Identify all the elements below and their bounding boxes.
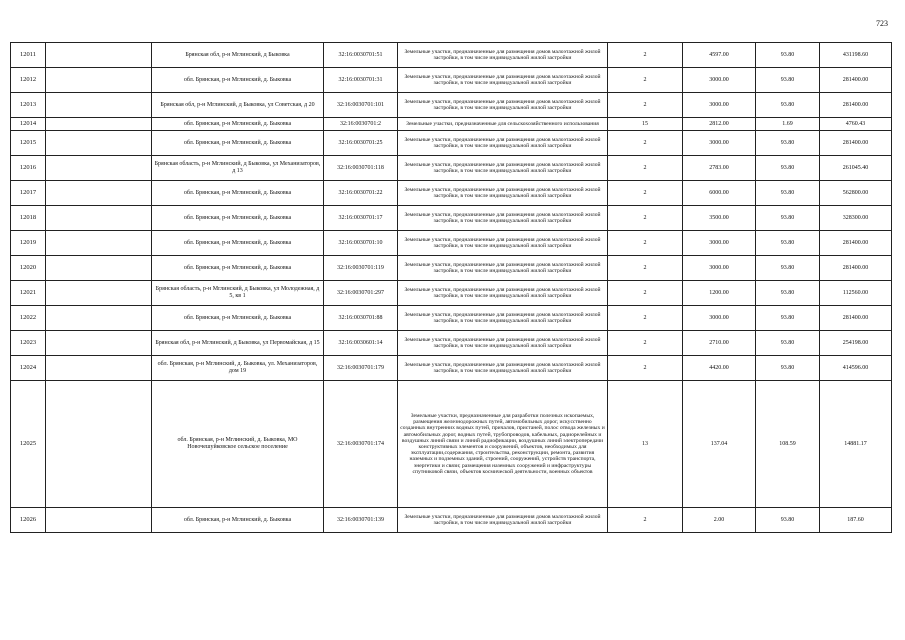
cadastral-number-cell: 32:16:0030701:139	[324, 508, 398, 533]
row-id-cell: 12019	[11, 231, 46, 256]
table-row	[11, 306, 892, 331]
cadastral-value-cell: 4760.43	[820, 118, 892, 131]
address-cell: обл. Брянская, р-н Мглинский, д. Быковка, ул. Механизаторов, дом 19	[152, 356, 324, 381]
cadastral-value-cell: 281400.00	[820, 231, 892, 256]
rate-cell: 93.80	[756, 68, 820, 93]
rate-cell: 93.80	[756, 93, 820, 118]
rate-cell: 93.80	[756, 331, 820, 356]
empty-cell	[46, 181, 152, 206]
rate-cell: 93.80	[756, 156, 820, 181]
cadastral-number-cell: 32:16:0030701:119	[324, 256, 398, 281]
area-cell: 3000.00	[683, 68, 756, 93]
cadastral-number-cell: 32:16:0030701:10	[324, 231, 398, 256]
group-cell: 13	[608, 381, 683, 508]
cadastral-number-cell: 32:16:0030701:88	[324, 306, 398, 331]
empty-cell	[46, 43, 152, 68]
cadastral-value-cell: 414596.00	[820, 356, 892, 381]
land-purpose-cell: Земельные участки, предназначенные для размещения домов малоэтажной жилой застройки, в том числе индивидуальной жилой застройки	[398, 156, 608, 181]
row-id-cell: 12025	[11, 381, 46, 508]
land-purpose-cell: Земельные участки, предназначенные для размещения домов малоэтажной жилой застройки, в том числе индивидуальной жилой застройки	[398, 181, 608, 206]
group-cell: 2	[608, 356, 683, 381]
empty-cell	[46, 381, 152, 508]
empty-cell	[46, 156, 152, 181]
table-row	[11, 93, 892, 118]
empty-cell	[46, 508, 152, 533]
rate-cell: 93.80	[756, 181, 820, 206]
table-row	[11, 356, 892, 381]
area-cell: 3000.00	[683, 131, 756, 156]
table-row	[11, 331, 892, 356]
area-cell: 3000.00	[683, 306, 756, 331]
row-id-cell: 12021	[11, 281, 46, 306]
address-cell: обл. Брянская, р-н Мглинский, д. Быковка	[152, 206, 324, 231]
cadastral-number-cell: 32:16:0030601:14	[324, 331, 398, 356]
row-id-cell: 12026	[11, 508, 46, 533]
address-cell: Брянская обл, р-н Мглинский, д Быковка	[152, 43, 324, 68]
group-cell: 2	[608, 68, 683, 93]
row-id-cell: 12018	[11, 206, 46, 231]
area-cell: 2812.00	[683, 118, 756, 131]
cadastral-value-cell: 281400.00	[820, 93, 892, 118]
area-cell: 3000.00	[683, 231, 756, 256]
rate-cell: 93.80	[756, 281, 820, 306]
empty-cell	[46, 356, 152, 381]
group-cell: 2	[608, 206, 683, 231]
area-cell: 1200.00	[683, 281, 756, 306]
land-purpose-cell: Земельные участки, предназначенные для размещения домов малоэтажной жилой застройки, в том числе индивидуальной жилой застройки	[398, 231, 608, 256]
rate-cell: 93.80	[756, 131, 820, 156]
empty-cell	[46, 231, 152, 256]
rate-cell: 93.80	[756, 508, 820, 533]
rate-cell: 1.69	[756, 118, 820, 131]
empty-cell	[46, 118, 152, 131]
group-cell: 2	[608, 93, 683, 118]
land-purpose-cell: Земельные участки, предназначенные для сельскохозяйственного использования	[398, 118, 608, 131]
area-cell: 2783.00	[683, 156, 756, 181]
cadastral-number-cell: 32:16:0030701:22	[324, 181, 398, 206]
rate-cell: 93.80	[756, 43, 820, 68]
address-cell: обл. Брянская, р-н Мглинский, д. Быковка	[152, 231, 324, 256]
address-cell: обл. Брянская, р-н Мглинский, д. Быковка	[152, 256, 324, 281]
empty-cell	[46, 256, 152, 281]
row-id-cell: 12017	[11, 181, 46, 206]
cadastral-value-cell: 328300.00	[820, 206, 892, 231]
area-cell: 3000.00	[683, 93, 756, 118]
empty-cell	[46, 331, 152, 356]
table-row	[11, 131, 892, 156]
land-purpose-cell: Земельные участки, предназначенные для размещения домов малоэтажной жилой застройки, в том числе индивидуальной жилой застройки	[398, 331, 608, 356]
row-id-cell: 12024	[11, 356, 46, 381]
rate-cell: 93.80	[756, 231, 820, 256]
cadastral-number-cell: 32:16:0030701:51	[324, 43, 398, 68]
area-cell: 4597.00	[683, 43, 756, 68]
row-id-cell: 12020	[11, 256, 46, 281]
cadastral-value-cell: 281400.00	[820, 306, 892, 331]
rate-cell: 108.59	[756, 381, 820, 508]
rate-cell: 93.80	[756, 206, 820, 231]
area-cell: 3500.00	[683, 206, 756, 231]
empty-cell	[46, 68, 152, 93]
address-cell: обл. Брянская, р-н Мглинский, д. Быковка	[152, 508, 324, 533]
group-cell: 2	[608, 181, 683, 206]
table-row	[11, 256, 892, 281]
land-registry-table	[10, 42, 892, 533]
cadastral-value-cell: 14881.17	[820, 381, 892, 508]
cadastral-value-cell: 254198.00	[820, 331, 892, 356]
cadastral-number-cell: 32:16:0030701:174	[324, 381, 398, 508]
group-cell: 2	[608, 508, 683, 533]
area-cell: 2710.00	[683, 331, 756, 356]
table-row	[11, 281, 892, 306]
table-row	[11, 381, 892, 508]
table-row	[11, 118, 892, 131]
cadastral-number-cell: 32:16:0030701:101	[324, 93, 398, 118]
cadastral-number-cell: 32:16:0030701:25	[324, 131, 398, 156]
land-purpose-cell: Земельные участки, предназначенные для размещения домов малоэтажной жилой застройки, в том числе индивидуальной жилой застройки	[398, 43, 608, 68]
land-purpose-cell: Земельные участки, предназначенные для разработки полезных ископаемых, размещения железнодорожных путей, автомобильных дорог, искусственно созданных внутренних водных путей, причалов, пристаней, полос отвода железных и автомобильных дорог, водных путей, трубопроводов, кабельных, радиорелейных и воздушных линий связи и линий радиофикации, воздушных линий электропередачи конструктивных элементов и сооружений, объектов, необходимых для эксплуатации,содержания, строительства, реконструкции, ремонта, развития наземных и подземных зданий, строений, сооружений, устройств транспорта, энергетики и связи; размещения наземных сооружений и инфраструктуры спутниковой связи, объектов космической деятельности, военных объектов	[398, 381, 608, 508]
cadastral-number-cell: 32:16:0030701:118	[324, 156, 398, 181]
cadastral-number-cell: 32:16:0030701:2	[324, 118, 398, 131]
land-purpose-cell: Земельные участки, предназначенные для размещения домов малоэтажной жилой застройки, в том числе индивидуальной жилой застройки	[398, 131, 608, 156]
area-cell: 2.00	[683, 508, 756, 533]
address-cell: обл. Брянская, р-н Мглинский, д. Быковка	[152, 68, 324, 93]
cadastral-number-cell: 32:16:0030701:31	[324, 68, 398, 93]
row-id-cell: 12014	[11, 118, 46, 131]
land-purpose-cell: Земельные участки, предназначенные для размещения домов малоэтажной жилой застройки, в том числе индивидуальной жилой застройки	[398, 281, 608, 306]
table-row	[11, 68, 892, 93]
empty-cell	[46, 281, 152, 306]
address-cell: обл. Брянская, р-н Мглинский, д. Быковка	[152, 131, 324, 156]
row-id-cell: 12022	[11, 306, 46, 331]
rate-cell: 93.80	[756, 356, 820, 381]
cadastral-value-cell: 187.60	[820, 508, 892, 533]
group-cell: 15	[608, 118, 683, 131]
row-id-cell: 12016	[11, 156, 46, 181]
area-cell: 6000.00	[683, 181, 756, 206]
table-row	[11, 156, 892, 181]
group-cell: 2	[608, 43, 683, 68]
land-purpose-cell: Земельные участки, предназначенные для размещения домов малоэтажной жилой застройки, в том числе индивидуальной жилой застройки	[398, 68, 608, 93]
row-id-cell: 12015	[11, 131, 46, 156]
cadastral-number-cell: 32:16:0030701:297	[324, 281, 398, 306]
address-cell: обл. Брянская, р-н Мглинский, д. Быковка	[152, 181, 324, 206]
cadastral-value-cell: 281400.00	[820, 256, 892, 281]
address-cell: Брянская обл, р-н Мглинский, д Быковка, ул Советская, д 20	[152, 93, 324, 118]
cadastral-value-cell: 431198.60	[820, 43, 892, 68]
land-purpose-cell: Земельные участки, предназначенные для размещения домов малоэтажной жилой застройки, в том числе индивидуальной жилой застройки	[398, 93, 608, 118]
table-row	[11, 206, 892, 231]
group-cell: 2	[608, 156, 683, 181]
land-purpose-cell: Земельные участки, предназначенные для размещения домов малоэтажной жилой застройки, в том числе индивидуальной жилой застройки	[398, 508, 608, 533]
group-cell: 2	[608, 231, 683, 256]
empty-cell	[46, 131, 152, 156]
address-cell: обл. Брянская, р-н Мглинский, д. Быковка	[152, 306, 324, 331]
rate-cell: 93.80	[756, 256, 820, 281]
table-row	[11, 43, 892, 68]
table-row	[11, 508, 892, 533]
address-cell: Брянская область, р-н Мглинский, д Быковка, ул Молодежная, д 5, кв 1	[152, 281, 324, 306]
address-cell: обл. Брянская, р-н Мглинский, д. Быковка, МО Новочешуйковское сельское поселение	[152, 381, 324, 508]
empty-cell	[46, 93, 152, 118]
row-id-cell: 12013	[11, 93, 46, 118]
table-row	[11, 231, 892, 256]
table-row	[11, 181, 892, 206]
cadastral-number-cell: 32:16:0030701:179	[324, 356, 398, 381]
cadastral-value-cell: 281400.00	[820, 68, 892, 93]
row-id-cell: 12011	[11, 43, 46, 68]
row-id-cell: 12012	[11, 68, 46, 93]
cadastral-number-cell: 32:16:0030701:17	[324, 206, 398, 231]
cadastral-value-cell: 281400.00	[820, 131, 892, 156]
row-id-cell: 12023	[11, 331, 46, 356]
address-cell: Брянская область, р-н Мглинский, д Быковка, ул Механизаторов, д 13	[152, 156, 324, 181]
empty-cell	[46, 306, 152, 331]
land-purpose-cell: Земельные участки, предназначенные для размещения домов малоэтажной жилой застройки, в том числе индивидуальной жилой застройки	[398, 256, 608, 281]
page-number: 723	[876, 19, 888, 28]
cadastral-value-cell: 112560.00	[820, 281, 892, 306]
rate-cell: 93.80	[756, 306, 820, 331]
group-cell: 2	[608, 281, 683, 306]
group-cell: 2	[608, 331, 683, 356]
group-cell: 2	[608, 131, 683, 156]
cadastral-value-cell: 261045.40	[820, 156, 892, 181]
group-cell: 2	[608, 256, 683, 281]
land-purpose-cell: Земельные участки, предназначенные для размещения домов малоэтажной жилой застройки, в том числе индивидуальной жилой застройки	[398, 356, 608, 381]
area-cell: 3000.00	[683, 256, 756, 281]
area-cell: 137.04	[683, 381, 756, 508]
empty-cell	[46, 206, 152, 231]
address-cell: обл. Брянская, р-н Мглинский, д. Быковка	[152, 118, 324, 131]
land-purpose-cell: Земельные участки, предназначенные для размещения домов малоэтажной жилой застройки, в том числе индивидуальной жилой застройки	[398, 206, 608, 231]
address-cell: Брянская обл, р-н Мглинский, д Быковка, ул Первомайская, д 15	[152, 331, 324, 356]
cadastral-value-cell: 562800.00	[820, 181, 892, 206]
group-cell: 2	[608, 306, 683, 331]
land-purpose-cell: Земельные участки, предназначенные для размещения домов малоэтажной жилой застройки, в том числе индивидуальной жилой застройки	[398, 306, 608, 331]
area-cell: 4420.00	[683, 356, 756, 381]
